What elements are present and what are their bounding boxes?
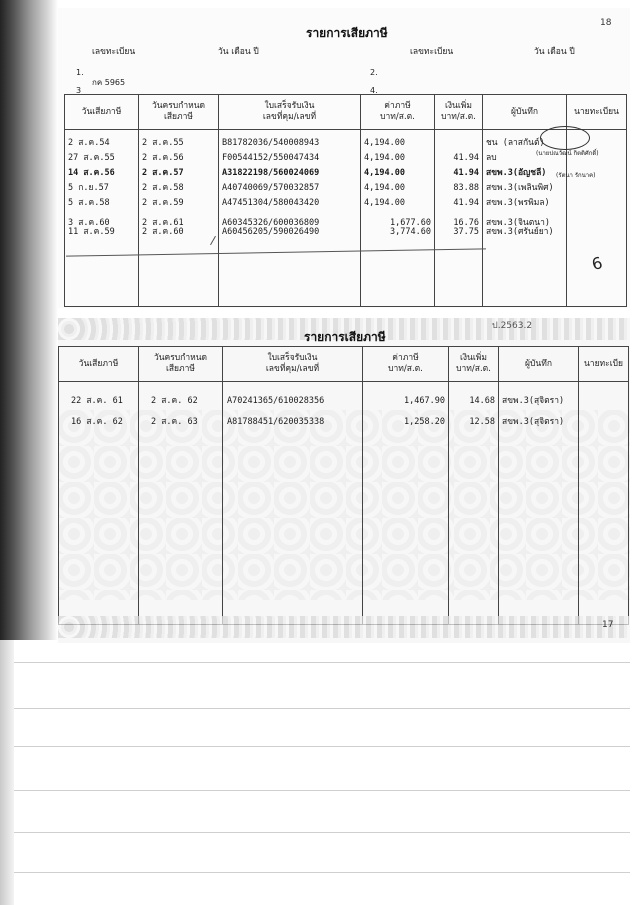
table-cell: สขพ.3(อัญชลี) (486, 168, 547, 178)
date-label-right: วัน เดือน ปี (534, 47, 575, 57)
table-cell: สขพ.3(สุจิตรา) (502, 396, 565, 406)
table-cell: A40740069/570032857 (222, 183, 320, 193)
scan-line (14, 790, 630, 791)
table-header-row (65, 95, 627, 130)
table-cell: สขพ.3(ศรันย์ยา) (486, 227, 554, 237)
table-cell: 4,194.00 (364, 138, 405, 148)
table-cell: A70241365/610028356 (227, 396, 325, 406)
tax-cells (361, 130, 435, 307)
table-cell: 5 ส.ค.58 (68, 198, 110, 208)
tax-register-sheet-top (58, 8, 630, 308)
col-surcharge: เงินเพิ่ม บาท/ส.ต. (449, 347, 499, 382)
table-cell: 2 ส.ค.55 (142, 138, 184, 148)
col-recorder: ผู้บันทึก (483, 95, 567, 130)
paid-date-cells (65, 130, 139, 307)
table-cell: 2 ส.ค.57 (142, 168, 184, 178)
table-cell: 1,467.90 (404, 396, 445, 406)
col-surcharge: เงินเพิ่ม บาท/ส.ต. (435, 95, 483, 130)
table-cell: 27 ส.ค.55 (68, 153, 115, 163)
table-cell: B81782036/540008943 (222, 138, 320, 148)
reg-label-left: เลขทะเบียน (92, 47, 136, 57)
table-cell: ชน (ลาสกันต์) (486, 138, 545, 148)
table-body (59, 382, 629, 625)
table-cell: สขพ.3(เพลินพิศ) (486, 183, 554, 193)
paid-date-cells (59, 382, 139, 625)
scan-line (14, 708, 630, 709)
table-cell: 14 ส.ค.56 (68, 168, 115, 178)
handwritten-mark: 6 (589, 253, 605, 274)
col-receipt: ใบเสร็จรับเงิน เลขที่คุม/เลขที่ (223, 347, 363, 382)
table-cell: 2 ส.ค.60 (142, 227, 184, 237)
receipt-cells (223, 382, 363, 625)
reg-entry-1-value: กค 5965 (92, 78, 126, 87)
table-cell: 37.75 (453, 227, 479, 237)
table-cell: 41.94 (453, 168, 479, 178)
stamp-text: ป.2563.2 (492, 321, 533, 331)
table-cell: 16 ส.ค. 62 (71, 417, 123, 427)
col-registrar: นายทะเบียน (567, 95, 627, 130)
tax-register-sheet-bottom (58, 318, 630, 643)
table-cell (438, 136, 479, 151)
table-cell: 2 ส.ค.58 (142, 183, 184, 193)
table-cell: ลบ (486, 153, 497, 163)
scan-line (14, 662, 630, 663)
table-cell: 41.94 (453, 153, 479, 163)
table-cell: 4,194.00 (364, 153, 405, 163)
table-cell: 83.88 (453, 183, 479, 193)
surcharge-cells (435, 130, 483, 307)
table-cell: F00544152/550047434 (222, 153, 320, 163)
table-cell: สขพ.3(สุจิตรา) (502, 417, 565, 427)
table-cell: 11 ส.ค.59 (68, 227, 115, 237)
table-cell: 2 ส.ค.54 (68, 138, 110, 148)
recorder-cells (499, 382, 579, 625)
reg-entry-3-number: 3 (76, 86, 82, 95)
table-cell: 2 ส.ค. 63 (151, 417, 198, 427)
col-receipt: ใบเสร็จรับเงิน เลขที่คุม/เลขที่ (219, 95, 361, 130)
table-cell: 2 ส.ค.61 (142, 218, 184, 228)
reg-entry-1-number: 1. (76, 68, 84, 77)
table-cell: 16.76 (453, 218, 479, 228)
register-title: รายการเสียภาษี (306, 26, 388, 40)
reg-label-right: เลขทะเบียน (410, 47, 454, 57)
page-number: 17 (602, 620, 614, 630)
date-label-left: วัน เดือน ปี (218, 47, 259, 57)
scan-binding-shadow (0, 0, 58, 640)
table-cell: 4,194.00 (364, 198, 405, 208)
table-cell: A47451304/580043420 (222, 198, 320, 208)
tax-payment-table-bottom (58, 346, 629, 625)
reg-entry-2-number: 2. (370, 68, 378, 77)
due-date-cells (139, 382, 223, 625)
col-due-date: วันครบกำหนด เสียภาษี (139, 347, 223, 382)
page-number: 18 (600, 18, 612, 28)
col-paid-date: วันเสียภาษี (59, 347, 139, 382)
table-cell: A31822198/560024069 (222, 168, 320, 178)
security-pattern-band (58, 616, 630, 638)
tax-payment-table-top (64, 94, 627, 307)
table-cell: สขพ.3(จินตนา) (486, 218, 550, 228)
table-cell: 2 ส.ค.59 (142, 198, 184, 208)
table-cell: 14.68 (469, 396, 495, 406)
table-header-row (59, 347, 629, 382)
registrar-name-annotation: (นายปณวัฒน์ กิตติศักดิ์) (536, 150, 599, 157)
tax-cells (363, 382, 449, 625)
registrar-name-annotation-2: (รัตนา รักนาค) (556, 172, 596, 179)
col-recorder: ผู้บันทึก (499, 347, 579, 382)
table-cell: 41.94 (453, 198, 479, 208)
table-cell: A81788451/620035338 (227, 417, 325, 427)
table-cell: 3,774.60 (390, 227, 431, 237)
scan-line (14, 872, 630, 873)
table-cell: 1,258.20 (404, 417, 445, 427)
scan-line (14, 746, 630, 747)
receipt-cells (219, 130, 361, 307)
col-due-date: วันครบกำหนด เสียภาษี (139, 95, 219, 130)
table-cell: 2 ส.ค.56 (142, 153, 184, 163)
register-title: รายการเสียภาษี (304, 330, 386, 344)
col-tax: ค่าภาษี บาท/ส.ต. (363, 347, 449, 382)
col-tax: ค่าภาษี บาท/ส.ต. (361, 95, 435, 130)
table-cell: A60456205/590026490 (222, 227, 320, 237)
table-cell: 3 ส.ค.60 (68, 218, 110, 228)
col-registrar: นายทะเบีย (579, 347, 629, 382)
table-cell: 4,194.00 (364, 183, 405, 193)
registrar-cells (579, 382, 629, 625)
table-cell: 2 ส.ค. 62 (151, 396, 198, 406)
scan-line (14, 832, 630, 833)
surcharge-cells (449, 382, 499, 625)
table-cell: 1,677.60 (390, 218, 431, 228)
table-cell: 5 ก.ย.57 (68, 183, 109, 193)
table-cell: สขพ.3(พรพิมล) (486, 198, 550, 208)
table-cell: 22 ส.ค. 61 (71, 396, 123, 406)
reg-entry-4-number: 4. (370, 86, 378, 95)
table-cell: 12.58 (469, 417, 495, 427)
col-paid-date: วันเสียภาษี (65, 95, 139, 130)
table-cell: A60345326/600036809 (222, 218, 320, 228)
signature-scribble (540, 126, 590, 150)
due-date-cells (139, 130, 219, 307)
table-cell: 4,194.00 (364, 168, 405, 178)
